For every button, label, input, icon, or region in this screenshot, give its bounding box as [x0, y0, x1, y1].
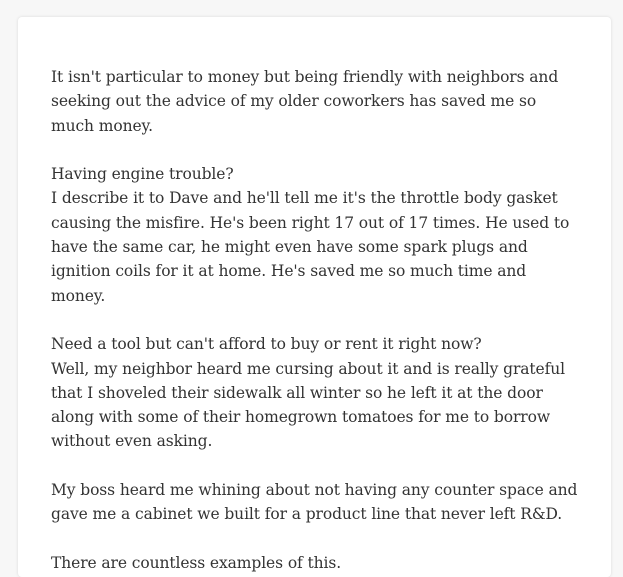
comment-line: It isn't particular to money but being friendly with neighbors and seeking out the advice of my older coworkers has saved me so much money. [51, 68, 559, 135]
comment-body [51, 65, 581, 575]
comment-paragraph [51, 332, 581, 453]
comment-card [18, 17, 611, 577]
comment-paragraph [51, 551, 581, 575]
comment-line: My boss heard me whining about not having any counter space and gave me a cabinet we built for a product line that never left R&D. [51, 481, 578, 524]
comment-paragraph [51, 162, 581, 308]
comment-line: I describe it to Dave and he'll tell me it's the throttle body gasket causing the misfire. He's been right 17 out of 17 times. He used to have the same car, he might even have some spark plugs and ignition coils for it at home. He's saved me so much time and money. [51, 189, 570, 305]
comment-paragraph [51, 478, 581, 527]
comment-line: There are countless examples of this. [51, 553, 342, 572]
comment-line: Need a tool but can't afford to buy or rent it right now? [51, 335, 482, 354]
comment-paragraph [51, 65, 581, 138]
comment-line: Well, my neighbor heard me cursing about it and is really grateful that I shoveled their sidewalk all winter so he left it at the door along with some of their homegrown tomatoes for me to borrow without even asking. [51, 359, 565, 451]
comment-line: Having engine trouble? [51, 165, 234, 184]
